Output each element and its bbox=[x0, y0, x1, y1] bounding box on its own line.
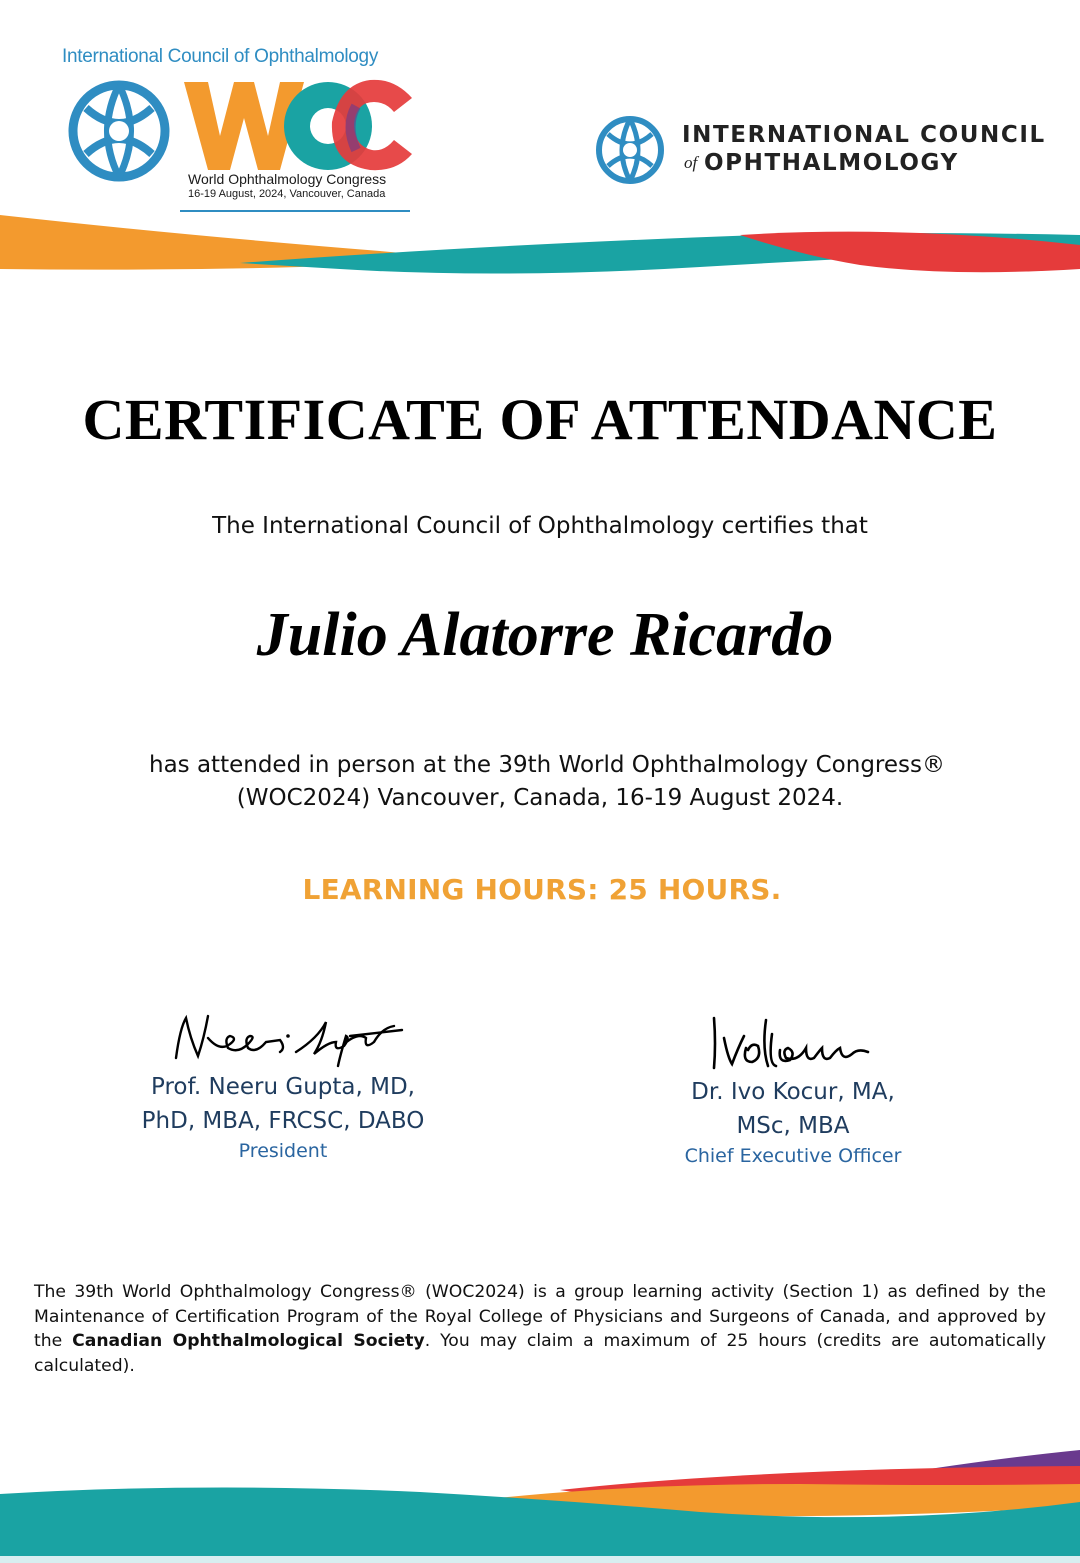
signatory-name-line1: Dr. Ivo Kocur, MA, bbox=[691, 1079, 895, 1105]
woc-dates-place: 16-19 August, 2024, Vancouver, Canada bbox=[188, 188, 386, 200]
ico-name-of: of bbox=[684, 153, 698, 172]
attendance-statement-line2: (WOC2024) Vancouver, Canada, 16-19 August 2024. bbox=[236, 785, 844, 811]
attendance-statement-line1: has attended in person at the 39th World Ophthalmology Congress® bbox=[149, 752, 945, 778]
accreditation-text-part2: . You may claim a maximum of 25 hours (credits are automatically calculated). bbox=[34, 1331, 1046, 1376]
signatory-role-president: President bbox=[238, 1140, 328, 1162]
certificate-title: CERTIFICATE OF ATTENDANCE bbox=[82, 387, 998, 452]
globe-icon bbox=[594, 114, 666, 186]
decorative-wave-bottom bbox=[0, 1440, 1080, 1563]
signatory-name-ceo bbox=[640, 1075, 946, 1143]
signature-ceo bbox=[702, 1008, 878, 1072]
globe-icon bbox=[66, 78, 172, 184]
signatory-name-line2: MSc, MBA bbox=[736, 1113, 850, 1139]
ico-name-line1: INTERNATIONAL COUNCIL bbox=[682, 122, 1046, 148]
learning-hours: LEARNING HOURS: 25 HOURS. bbox=[302, 873, 782, 906]
woc-congress-name: World Ophthalmology Congress bbox=[188, 171, 387, 187]
signatory-name-line1: Prof. Neeru Gupta, MD, bbox=[151, 1074, 415, 1100]
signatory-name-president bbox=[120, 1070, 446, 1138]
ico-logo bbox=[594, 112, 1044, 188]
signatory-name-line2: PhD, MBA, FRCSC, DABO bbox=[141, 1108, 425, 1134]
signatory-role-ceo: Chief Executive Officer bbox=[684, 1145, 902, 1167]
society-name: Canadian Ophthalmological Society bbox=[72, 1331, 425, 1351]
certifies-statement: The International Council of Ophthalmology certifies that bbox=[212, 513, 868, 539]
recipient-name: Julio Alatorre Ricardo bbox=[256, 601, 834, 669]
woc-wordmark bbox=[180, 74, 416, 174]
decorative-wave-top bbox=[0, 205, 1080, 290]
woc-logo bbox=[62, 40, 414, 218]
accreditation-statement bbox=[34, 1280, 1046, 1378]
woc-org-name: International Council of Ophthalmology bbox=[62, 46, 379, 67]
accreditation-text-part1: The 39th World Ophthalmology Congress® (WOC2024) is a group learning activity (Section 1) as defined by the Maintenance of Certification Program of the Royal College of Physicians and Surgeons of Canada, and approved by the bbox=[34, 1282, 1046, 1351]
ico-name-line2: OPHTHALMOLOGY bbox=[704, 150, 959, 176]
signature-president bbox=[168, 1008, 404, 1070]
